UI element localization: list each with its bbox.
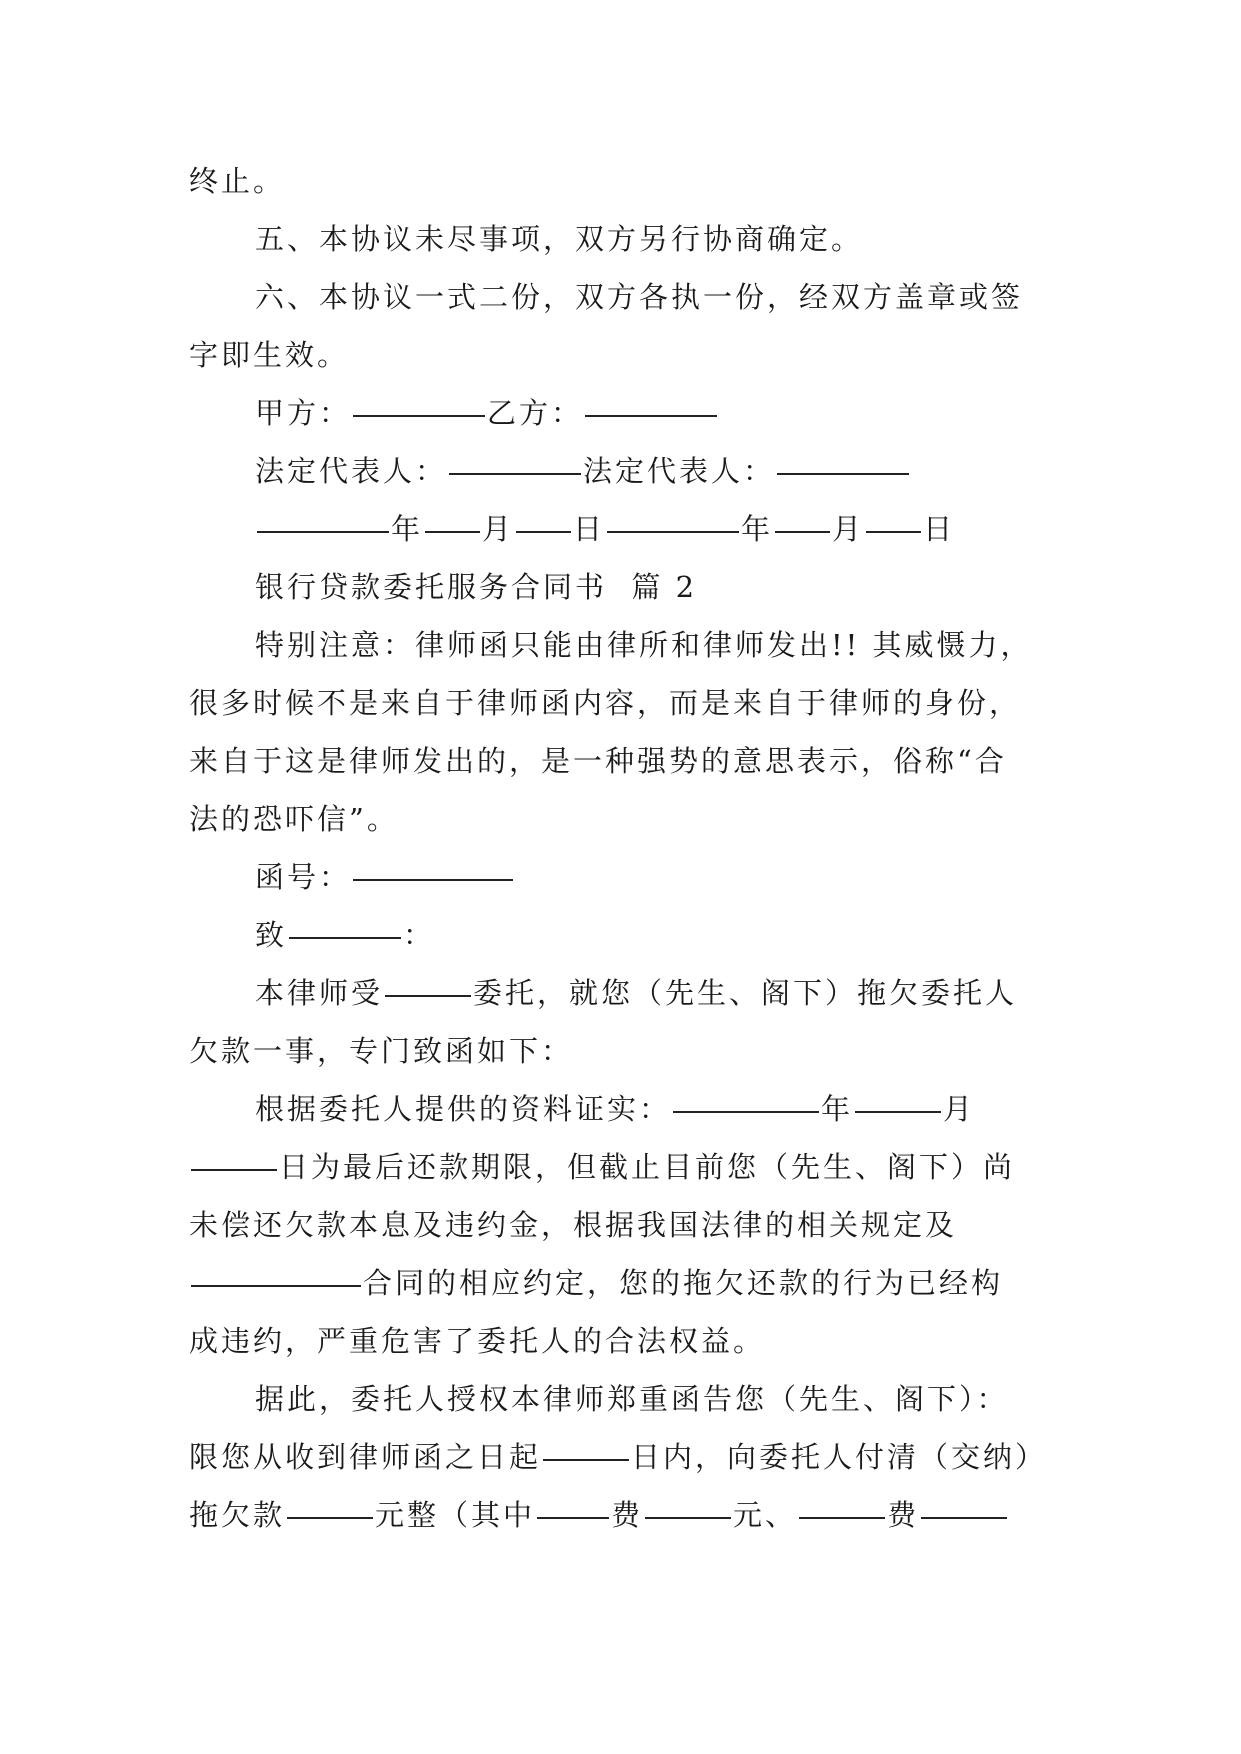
notice-line: 法的恐吓信”。 bbox=[189, 802, 399, 836]
text-fragment: 日内，向委托人付清（交纳） bbox=[631, 1440, 1048, 1474]
text-line bbox=[189, 1080, 1069, 1138]
text-line: 字即生效。 bbox=[189, 338, 350, 372]
text-fragment: 元整（其中 bbox=[375, 1498, 536, 1532]
addressee-blank bbox=[289, 933, 401, 939]
text-fragment: 限您从收到律师函之日起 bbox=[189, 1440, 542, 1474]
month-label: 月 bbox=[482, 512, 515, 546]
year-label: 年 bbox=[741, 512, 774, 546]
addressee-label: 致 bbox=[255, 918, 288, 952]
notice-line: 特别注意：律师函只能由律所和律师发出!! 其威慑力， bbox=[255, 628, 1033, 662]
section-title: 银行贷款委托服务合同书 篇 2 bbox=[255, 570, 698, 604]
month-a-blank bbox=[425, 527, 480, 533]
day-label: 日 bbox=[923, 512, 956, 546]
client-blank bbox=[385, 991, 471, 997]
signature-party-line bbox=[189, 384, 1069, 442]
text-fragment: 费 bbox=[611, 1498, 644, 1532]
text-line: 据此，委托人授权本律师郑重函告您（先生、阁下）： bbox=[255, 1382, 1009, 1416]
year-a-blank bbox=[257, 527, 389, 533]
text-line: 终止。 bbox=[189, 164, 286, 198]
rep-b-blank bbox=[777, 469, 909, 475]
rep-b-label: 法定代表人： bbox=[583, 454, 776, 488]
rep-a-label: 法定代表人： bbox=[255, 454, 448, 488]
deadline-month-blank bbox=[855, 1107, 941, 1113]
text-fragment: 日为最后还款期限，但截止目前您（先生、阁下）尚 bbox=[279, 1150, 1016, 1184]
text-line: 六、本协议一式二份，双方各执一份，经双方盖章或签 bbox=[255, 280, 1024, 314]
year-label: 年 bbox=[391, 512, 424, 546]
day-b-blank bbox=[866, 527, 921, 533]
addressee-line bbox=[189, 906, 1069, 964]
days-blank bbox=[543, 1455, 629, 1461]
text-fragment: 费 bbox=[887, 1498, 920, 1532]
party-b-blank bbox=[585, 411, 717, 417]
letter-number-line bbox=[189, 848, 1069, 906]
text-fragment: 年 bbox=[821, 1092, 854, 1126]
text-line bbox=[189, 1254, 1069, 1312]
fee-type-blank bbox=[799, 1513, 885, 1519]
text-fragment: 元、 bbox=[733, 1498, 798, 1532]
day-a-blank bbox=[516, 527, 571, 533]
letter-number-blank bbox=[353, 875, 513, 881]
text-line: 成违约，严重危害了委托人的合法权益。 bbox=[189, 1324, 766, 1358]
contract-name-blank bbox=[191, 1281, 361, 1287]
notice-line: 来自于这是律师发出的，是一种强势的意思表示，俗称“合 bbox=[189, 744, 1007, 778]
letter-number-label: 函号： bbox=[255, 860, 352, 894]
day-label: 日 bbox=[573, 512, 606, 546]
amount-blank bbox=[287, 1513, 373, 1519]
deadline-year-blank bbox=[673, 1107, 819, 1113]
document-body bbox=[189, 152, 1069, 1544]
fee-amount-blank bbox=[921, 1513, 1007, 1519]
text-line bbox=[189, 1138, 1069, 1196]
text-line: 未偿还欠款本息及违约金，根据我国法律的相关规定及 bbox=[189, 1208, 958, 1242]
text-line: 五、本协议未尽事项，双方另行协商确定。 bbox=[255, 222, 864, 256]
fee-amount-blank bbox=[645, 1513, 731, 1519]
year-b-blank bbox=[607, 527, 739, 533]
month-label: 月 bbox=[832, 512, 865, 546]
text-fragment: 合同的相应约定，您的拖欠还款的行为已经构 bbox=[363, 1266, 1004, 1300]
rep-a-blank bbox=[449, 469, 581, 475]
text-fragment: 本律师受 bbox=[255, 976, 384, 1010]
fee-type-blank bbox=[537, 1513, 609, 1519]
text-line bbox=[189, 1486, 1069, 1544]
text-fragment: 根据委托人提供的资料证实： bbox=[255, 1092, 672, 1126]
text-line bbox=[189, 964, 1069, 1022]
party-a-blank bbox=[353, 411, 485, 417]
notice-line: 很多时候不是来自于律师函内容，而是来自于律师的身份， bbox=[189, 686, 1022, 720]
addressee-colon: ： bbox=[403, 918, 436, 952]
deadline-day-blank bbox=[191, 1165, 277, 1171]
text-line: 欠款一事，专门致函如下： bbox=[189, 1034, 574, 1068]
party-b-label: 乙方： bbox=[487, 396, 584, 430]
text-line bbox=[189, 1428, 1069, 1486]
text-fragment: 月 bbox=[943, 1092, 976, 1126]
party-a-label: 甲方： bbox=[255, 396, 352, 430]
signature-date-line bbox=[189, 500, 1069, 558]
text-fragment: 委托，就您（先生、阁下）拖欠委托人 bbox=[473, 976, 1018, 1010]
signature-rep-line bbox=[189, 442, 1069, 500]
text-fragment: 拖欠款 bbox=[189, 1498, 286, 1532]
month-b-blank bbox=[775, 527, 830, 533]
